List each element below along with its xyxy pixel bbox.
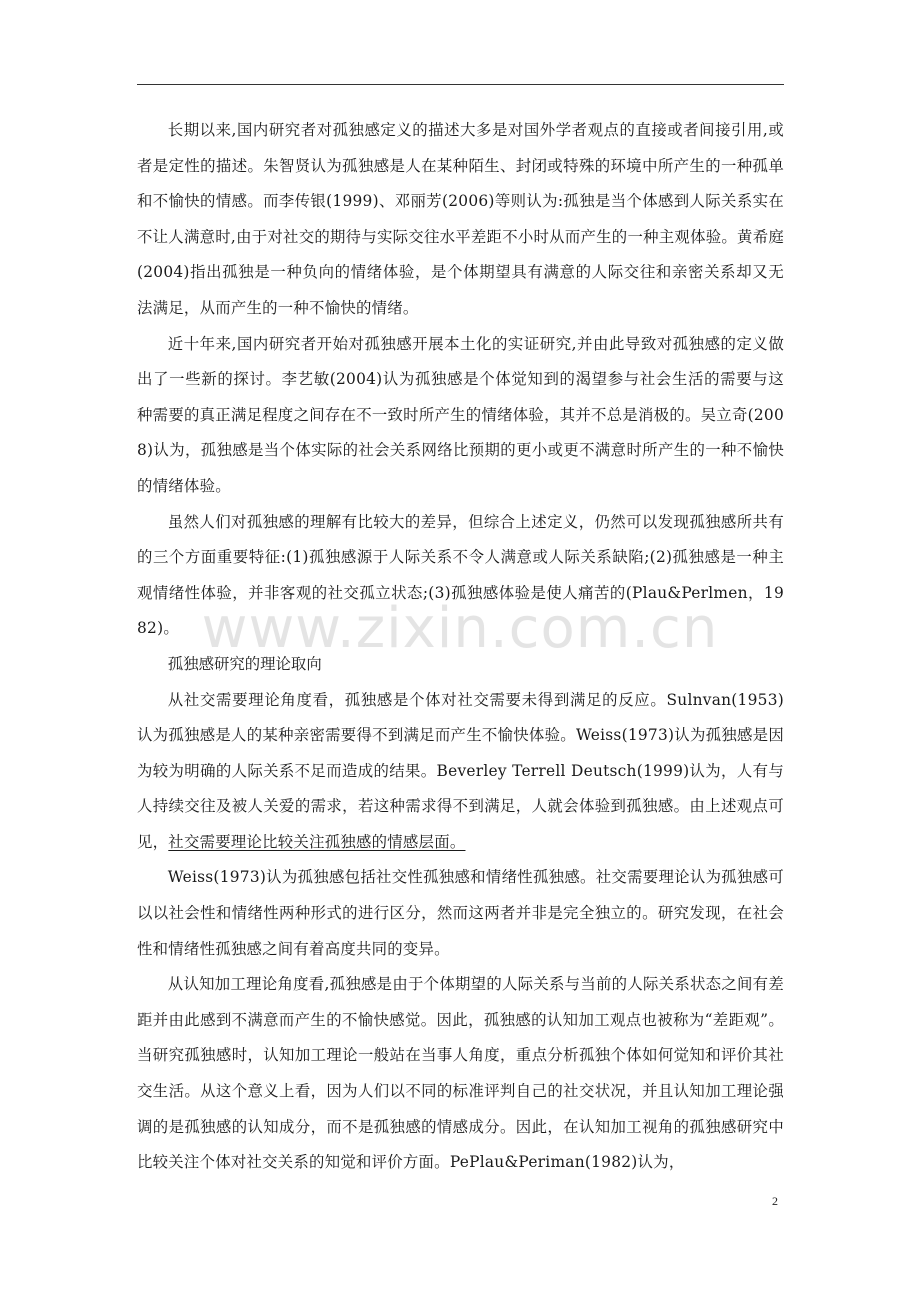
page-number: 2 [772,1194,778,1208]
underlined-conclusion: 社交需要理论比较关注孤独感的情感层面。 [168,832,466,851]
paragraph-recent-research: 近十年来,国内研究者开始对孤独感开展本土化的实证研究,并由此导致对孤独感的定义做出了一些新的探讨。李艺敏(2004)认为孤独感是个体觉知到的渴望参与社会生活的需要与这种需要的真正满足程度之间存在不一致时所产生的情绪体验，其并不总是消极的。吴立奇(2008)认为，孤独感是当个体实际的社会关系网络比预期的更小或更不满意时所产生的一种不愉快的情绪体验。 [137,334,784,495]
paragraph-cognitive: 从认知加工理论角度看,孤独感是由于个体期望的人际关系与当前的人际关系状态之间有差距并由此感到不满意而产生的不愉快感觉。因此，孤独感的认知加工观点也被称为“差距观”。当研究孤独感时，认知加工理论一般站在当事人角度，重点分析孤独个体如何觉知和评价其社交生活。从这个意义上看，因为人们以不同的标准评判自己的社交状况，并且认知加工理论强调的是孤独感的认知成分，而不是孤独感的情感成分。因此，在认知加工视角的孤独感研究中比较关注个体对社交关系的知觉和评价方面。PePlau&Periman(1982)认为， [137,975,784,1172]
watermark: www.zixin.com.cn [201,596,719,661]
social-needs-text: 从社交需要理论角度看，孤独感是个体对社交需要未得到满足的反应。Sulnvan(1953)认为孤独感是人的某种亲密需要得不到满足而产生不愉快体验。Weiss(1973)认为孤独感是因为较为明确的人际关系不足而造成的结果。Beverley Terrell Deutsch(1999)认为，人有与人持续交往及被人关爱的需求，若这种需求得不到满足，人就会体验到孤独感。由上述观点可见， [137,690,784,851]
header-rule [137,84,784,85]
paragraph-social-needs [137,683,784,861]
paragraph-weiss: Weiss(1973)认为孤独感包括社交性孤独感和情绪性孤独感。社交需要理论认为孤独感可以以社会性和情绪性两种形式的进行区分，然而这两者并非是完全独立的。研究发现，在社会性和情绪性孤独感之间有着高度共同的变异。 [137,868,784,958]
section-heading: 孤独感研究的理论取向 [167,654,322,673]
document-body [137,113,784,1181]
paragraph-common-features: 虽然人们对孤独感的理解有比较大的差异，但综合上述定义，仍然可以发现孤独感所共有的三个方面重要特征:(1)孤独感源于人际关系不令人满意或人际关系缺陷;(2)孤独感是一种主观情绪性体验，并非客观的社交孤立状态;(3)孤独感体验是使人痛苦的(Plau&Perlmen，1982)。 [137,512,784,638]
paragraph-definition-domestic: 长期以来,国内研究者对孤独感定义的描述大多是对国外学者观点的直接或者间接引用,或者是定性的描述。朱智贤认为孤独感是人在某种陌生、封闭或特殊的环境中所产生的一种孤单和不愉快的情感。而李传银(1999)、邓丽芳(2006)等则认为:孤独是当个体感到人际关系实在不让人满意时,由于对社交的期待与实际交往水平差距不小时从而产生的一种主观体验。黄希庭(2004)指出孤独是一种负向的情绪体验，是个体期望具有满意的人际交往和亲密关系却又无法满足，从而产生的一种不愉快的情绪。 [137,121,784,317]
